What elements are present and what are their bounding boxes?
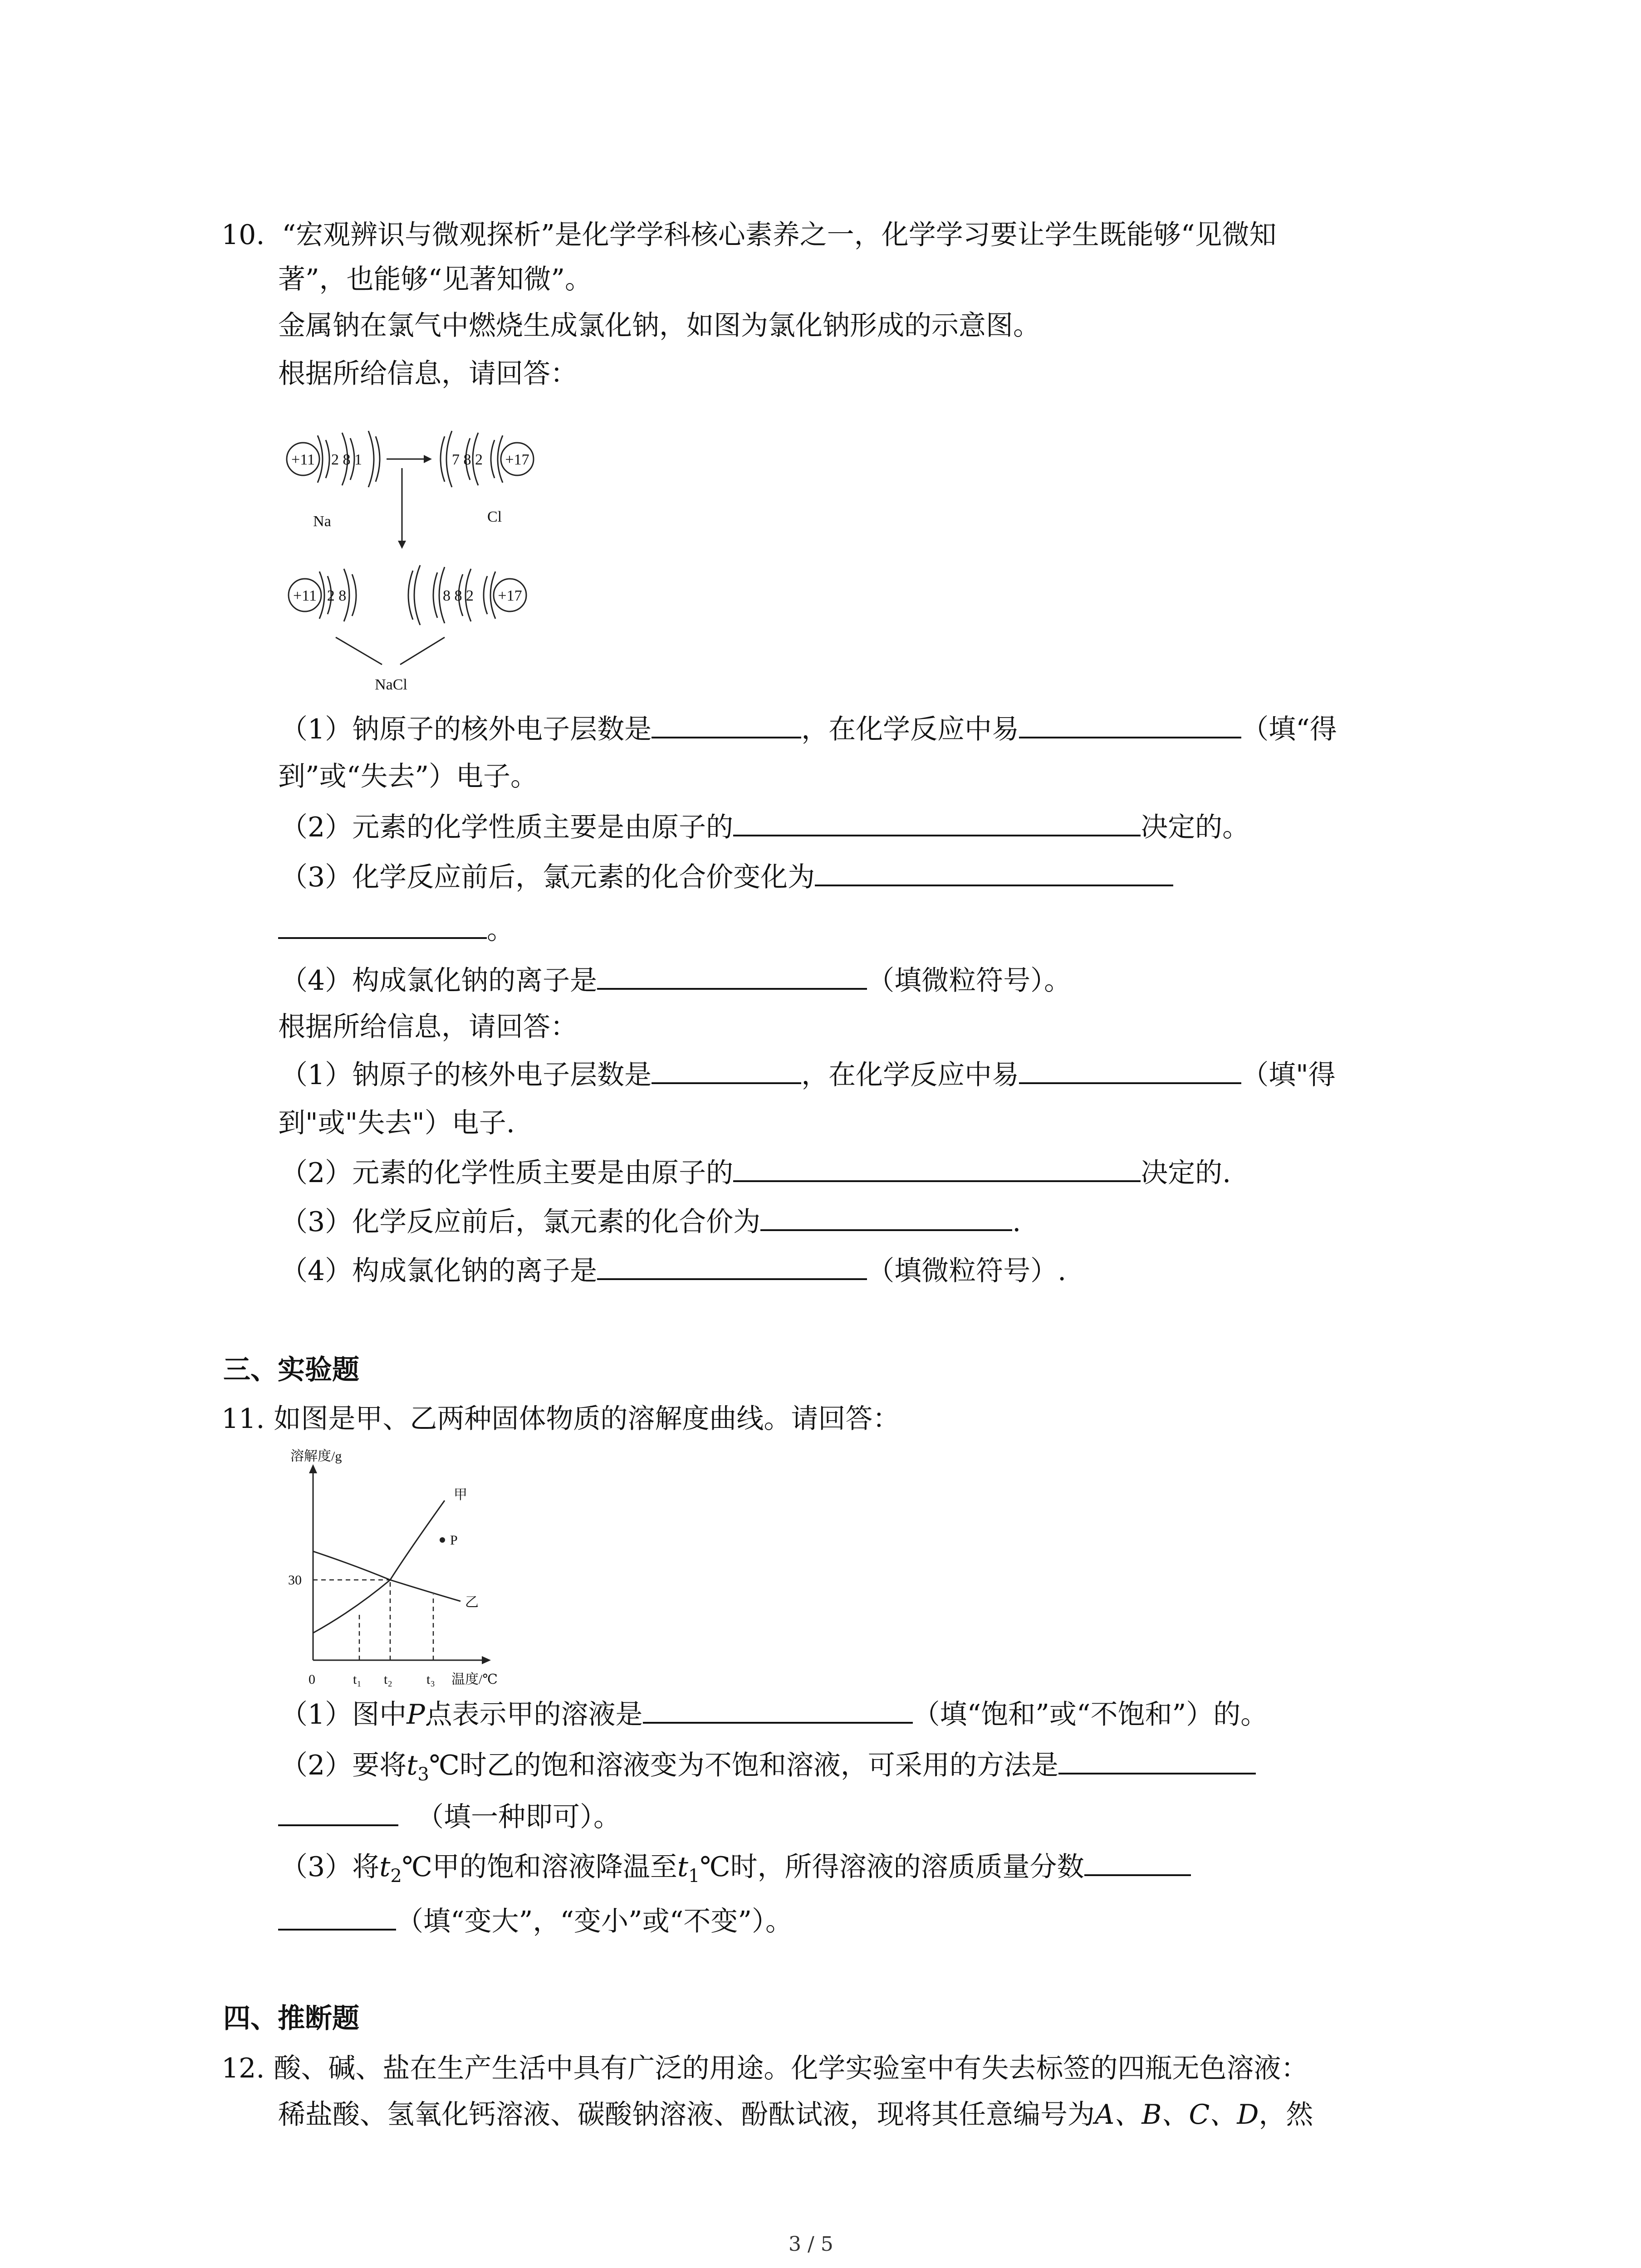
q11-number: 11. (221, 1403, 265, 1435)
q11-blank2[interactable] (1058, 1747, 1256, 1774)
q11-item3-line2 (278, 1903, 793, 1940)
x-tick-0: 0 (309, 1672, 315, 1687)
q10a-item1-text3: （填“得 (1241, 714, 1337, 745)
nacl-formation-diagram (272, 422, 554, 703)
q12-vars: A、B、C、D (1095, 2099, 1259, 2131)
q10a-blank4-cont[interactable] (278, 912, 487, 939)
na-ion-nucleus-label: +11 (293, 587, 317, 604)
q12-number: 12. (221, 2053, 265, 2084)
q10a-item4-text: （4）构成氯化钠的离子是 (280, 965, 598, 997)
q11-sub-3: 3 (417, 1764, 429, 1785)
q10-intro-line3: 金属钠在氯气中燃烧生成氯化钠，如图为氯化钠形成的示意图。 (278, 310, 1040, 342)
x-tick-t2: t₂ (384, 1672, 392, 1687)
q11-item3-text: （3）将 (280, 1851, 380, 1883)
q10-intro-text1: “宏观辨识与微观探析”是化学学科核心素养之一，化学学习要让学生既能够“见微知 (282, 219, 1277, 251)
q10b-item4 (280, 1253, 1066, 1289)
q11-blank3-cont[interactable] (278, 1903, 396, 1931)
q10a-item4-text2: （填微粒符号）。 (867, 965, 1072, 997)
q10a-item2-text2: 决定的。 (1141, 811, 1250, 843)
q11-sub-1: 1 (688, 1866, 700, 1887)
q10a-item2 (280, 809, 1249, 846)
q10a-blank2[interactable] (1019, 711, 1241, 738)
q10a-blank4[interactable] (815, 859, 1173, 886)
q11-item3-line1 (280, 1849, 1191, 1885)
q11-item3-end: （填“变大”，“变小”或“不变”）。 (396, 1906, 793, 1937)
q10b-item3-text: （3）化学反应前后，氯元素的化合价为 (280, 1206, 761, 1238)
series-jia-curve (313, 1501, 445, 1633)
q10b-item1-line2: 到"或"失去"）电子. (278, 1107, 515, 1139)
q11-item3-text3: ℃时，所得溶液的溶质质量分数 (700, 1851, 1084, 1883)
section3-heading: 三、实验题 (223, 1354, 359, 1386)
na-nucleus-label: +11 (291, 451, 315, 468)
q11-item2-text2: ℃时乙的饱和溶液变为不饱和溶液，可采用的方法是 (429, 1750, 1058, 1781)
q10a-item1-line2: 到”或“失去”）电子。 (278, 761, 538, 792)
cl-label: Cl (487, 508, 502, 525)
q10b-blank1[interactable] (652, 1057, 801, 1084)
q11-sub-2: 2 (390, 1866, 402, 1887)
series-jia-label: 甲 (454, 1487, 467, 1502)
q11-var-t3: t (407, 1750, 418, 1781)
q10a-item1-text: （1）钠原子的核外电子层数是 (280, 714, 652, 745)
q10b-blank2[interactable] (1019, 1057, 1241, 1084)
section4-heading: 四、推断题 (223, 2003, 359, 2034)
y-tick-30: 30 (288, 1573, 302, 1588)
q11-var-p: P (407, 1699, 425, 1730)
y-axis-label: 溶解度/g (290, 1449, 342, 1464)
q10a-blank5[interactable] (597, 963, 867, 990)
cl-shell-electrons: 7 8 2 (452, 451, 483, 468)
q10b-item4-text: （4）构成氯化钠的离子是 (280, 1255, 598, 1287)
x-axis-arrow (482, 1656, 491, 1664)
x-tick-t1: t₁ (353, 1672, 362, 1687)
q12-text2: 稀盐酸、氢氧化钙溶液、碳酸钠溶液、酚酞试液，现将其任意编号为 (278, 2099, 1095, 2131)
q10-prompt: 根据所给信息，请回答： (278, 358, 578, 390)
q10a-item3-text: （3）化学反应前后，氯元素的化合价变化为 (280, 861, 815, 893)
q10-prompt2: 根据所给信息，请回答： (278, 1011, 578, 1043)
q11-intro-text: 如图是甲、乙两种固体物质的溶解度曲线。请回答： (274, 1403, 900, 1435)
q12-line2 (278, 2097, 1313, 2133)
x-axis-label: 温度/℃ (451, 1672, 498, 1687)
q10b-item4-text2: （填微粒符号）. (867, 1255, 1067, 1287)
q11-item1 (280, 1696, 1268, 1733)
series-yi-curve (313, 1551, 460, 1601)
q12-text1: 酸、碱、盐在生产生活中具有广泛的用途。化学实验室中有失去标签的四瓶无色溶液： (274, 2053, 1308, 2084)
q10b-blank4[interactable] (760, 1204, 1012, 1231)
q10a-item1-line1 (280, 711, 1337, 748)
nacl-label: NaCl (375, 676, 407, 693)
q11-item2-text: （2）要将 (280, 1750, 407, 1781)
q10b-item2 (280, 1155, 1231, 1191)
q10a-item3-line1 (280, 859, 1173, 895)
cl-nucleus-label: +17 (505, 451, 529, 468)
q11-var-t1: t (677, 1851, 689, 1883)
q12-line1 (221, 2050, 1308, 2087)
q10-number: 10. (221, 219, 265, 251)
q11-intro-line (221, 1401, 900, 1437)
q10a-item3-line2 (278, 912, 514, 948)
q11-item3-text2: ℃甲的饱和溶液降温至 (402, 1851, 677, 1883)
q10-intro-line2: 著”，也能够“见著知微”。 (278, 264, 593, 295)
x-tick-t3: t₃ (426, 1672, 435, 1687)
q10b-item3-end: . (1012, 1206, 1021, 1238)
na-ion-shell-electrons: 2 8 (327, 587, 347, 604)
q11-var-t2: t (379, 1851, 391, 1883)
q11-blank2-cont[interactable] (278, 1799, 398, 1826)
q11-blank1[interactable] (643, 1696, 913, 1724)
q11-item2-line2 (278, 1799, 621, 1835)
cl-ion-nucleus-label: +17 (498, 587, 522, 604)
series-yi-label: 乙 (465, 1595, 479, 1610)
q10b-blank5[interactable] (597, 1253, 867, 1280)
q10b-item1-text3: （填"得 (1241, 1059, 1336, 1091)
page-number: 3 / 5 (789, 2233, 833, 2256)
q10a-blank3[interactable] (733, 809, 1141, 836)
q11-item1-text3: （填“饱和”或“不饱和”）的。 (912, 1699, 1268, 1730)
q10b-item3 (280, 1204, 1021, 1240)
q10a-item2-text: （2）元素的化学性质主要是由原子的 (280, 811, 734, 843)
q10b-item1-text2: ，在化学反应中易 (801, 1059, 1019, 1091)
point-p-marker (440, 1537, 445, 1543)
na-shell-electrons: 2 8 1 (331, 451, 362, 468)
q10b-item2-text: （2）元素的化学性质主要是由原子的 (280, 1157, 734, 1189)
na-label: Na (313, 513, 331, 530)
q10a-item4 (280, 963, 1071, 999)
q12-text3: ，然 (1259, 2099, 1313, 2131)
q10-intro-line1 (221, 217, 1276, 253)
q11-item2-end: （填一种即可）。 (416, 1801, 621, 1833)
point-p-label: P (450, 1533, 458, 1548)
y-axis-arrow (309, 1464, 317, 1473)
q11-blank3[interactable] (1084, 1849, 1191, 1876)
cl-ion-shell-electrons: 8 8 2 (443, 587, 474, 604)
q11-item1-text2: 点表示甲的溶液是 (425, 1699, 643, 1730)
solubility-chart (272, 1447, 526, 1692)
q11-item1-text: （1）图中 (280, 1699, 407, 1730)
q10a-blank1[interactable] (652, 711, 801, 738)
q11-item2-line1 (280, 1747, 1256, 1784)
q10a-item3-end: 。 (487, 914, 514, 946)
q10b-item2-text2: 决定的. (1141, 1157, 1231, 1189)
q10b-item1-line1 (280, 1057, 1336, 1093)
q10b-item1-text: （1）钠原子的核外电子层数是 (280, 1059, 652, 1091)
q10b-blank3[interactable] (733, 1155, 1141, 1182)
q10a-item1-text2: ，在化学反应中易 (801, 714, 1019, 745)
